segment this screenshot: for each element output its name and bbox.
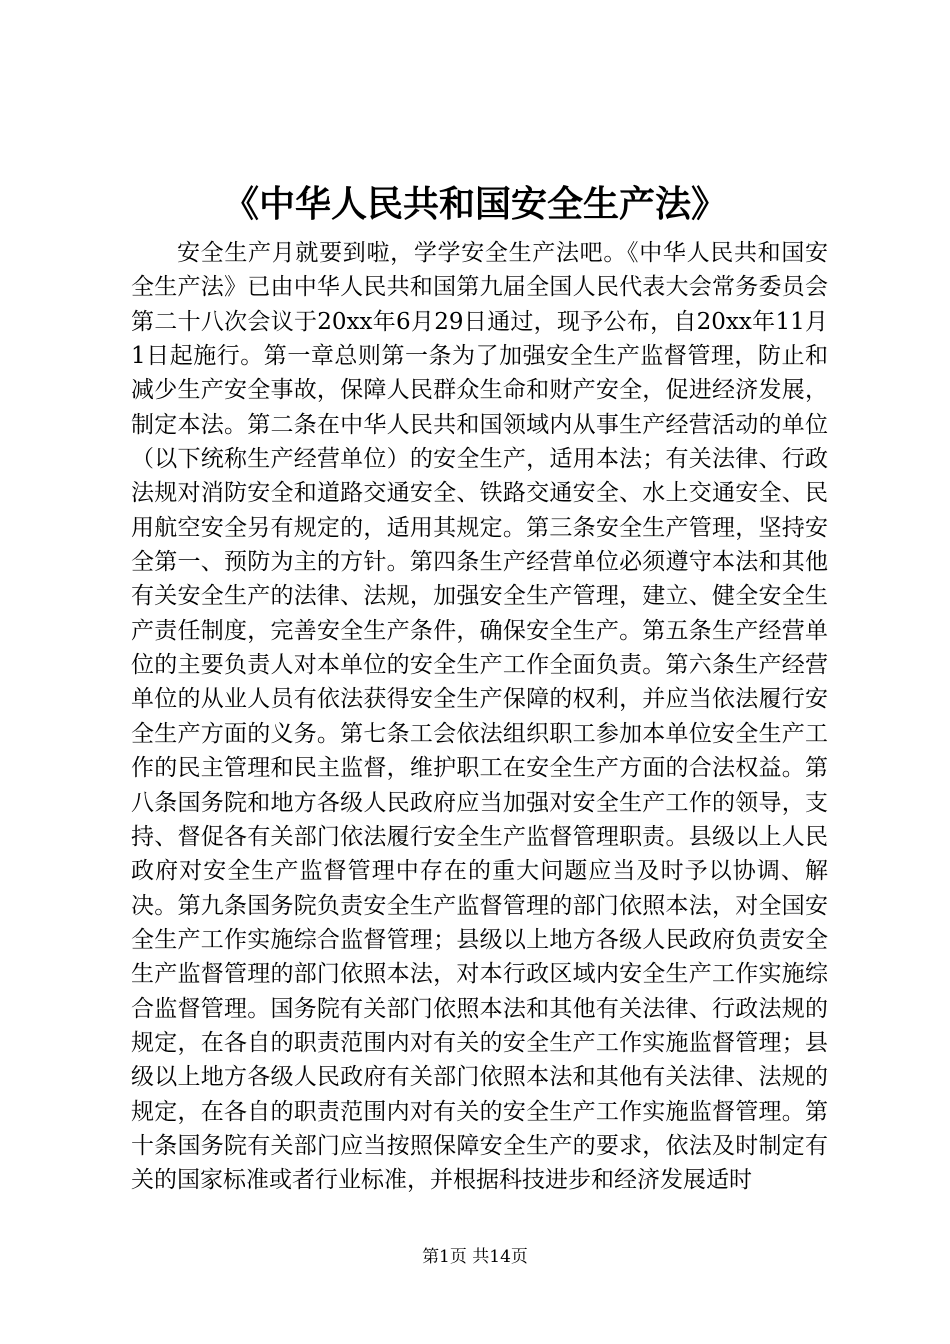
document-body: 安全生产月就要到啦，学学安全生产法吧。《中华人民共和国安全生产法》已由中华人民共和国第九届全国人民代表大会常务委员会第二十八次会议于20xx年6月29日通过，现予公布，自20xx年11月1日起施行。第一章总则第一条为了加强安全生产监督管理，防止和减少生产安全事故，保障人民群众生命和财产安全，促进经济发展，制定本法。第二条在中华人民共和国领域内从事生产经营活动的单位（以下统称生产经营单位）的安全生产，适用本法；有关法律、行政法规对消防安全和道路交通安全、铁路交通安全、水上交通安全、民用航空安全另有规定的，适用其规定。第三条安全生产管理，坚持安全第一、预防为主的方针。第四条生产经营单位必须遵守本法和其他有关安全生产的法律、法规，加强安全生产管理，建立、健全安全生产责任制度，完善安全生产条件，确保安全生产。第五条生产经营单位的主要负责人对本单位的安全生产工作全面负责。第六条生产经营单位的从业人员有依法获得安全生产保障的权利，并应当依法履行安全生产方面的义务。第七条工会依法组织职工参加本单位安全生产工作的民主管理和民主监督，维护职工在安全生产方面的合法权益。第八条国务院和地方各级人民政府应当加强对安全生产工作的领导，支持、督促各有关部门依法履行安全生产监督管理职责。县级以上人民政府对安全生产监督管理中存在的重大问题应当及时予以协调、解决。第九条国务院负责安全生产监督管理的部门依照本法，对全国安全生产工作实施综合监督管理；县级以上地方各级人民政府负责安全生产监督管理的部门依照本法，对本行政区域内安全生产工作实施综合监督管理。国务院有关部门依照本法和其他有关法律、行政法规的规定，在各自的职责范围内对有关的安全生产工作实施监督管理；县级以上地方各级人民政府有关部门依照本法和其他有关法律、法规的规定，在各自的职责范围内对有关的安全生产工作实施监督管理。第十条国务院有关部门应当按照保障安全生产的要求，依法及时制定有关的国家标准或者行业标准，并根据科技进步和经济发展适时 — [131, 240, 828, 1194]
page-number: 第1页 共14页 — [422, 1247, 528, 1267]
document-title: 《中华人民共和国安全生产法》 — [222, 183, 727, 225]
